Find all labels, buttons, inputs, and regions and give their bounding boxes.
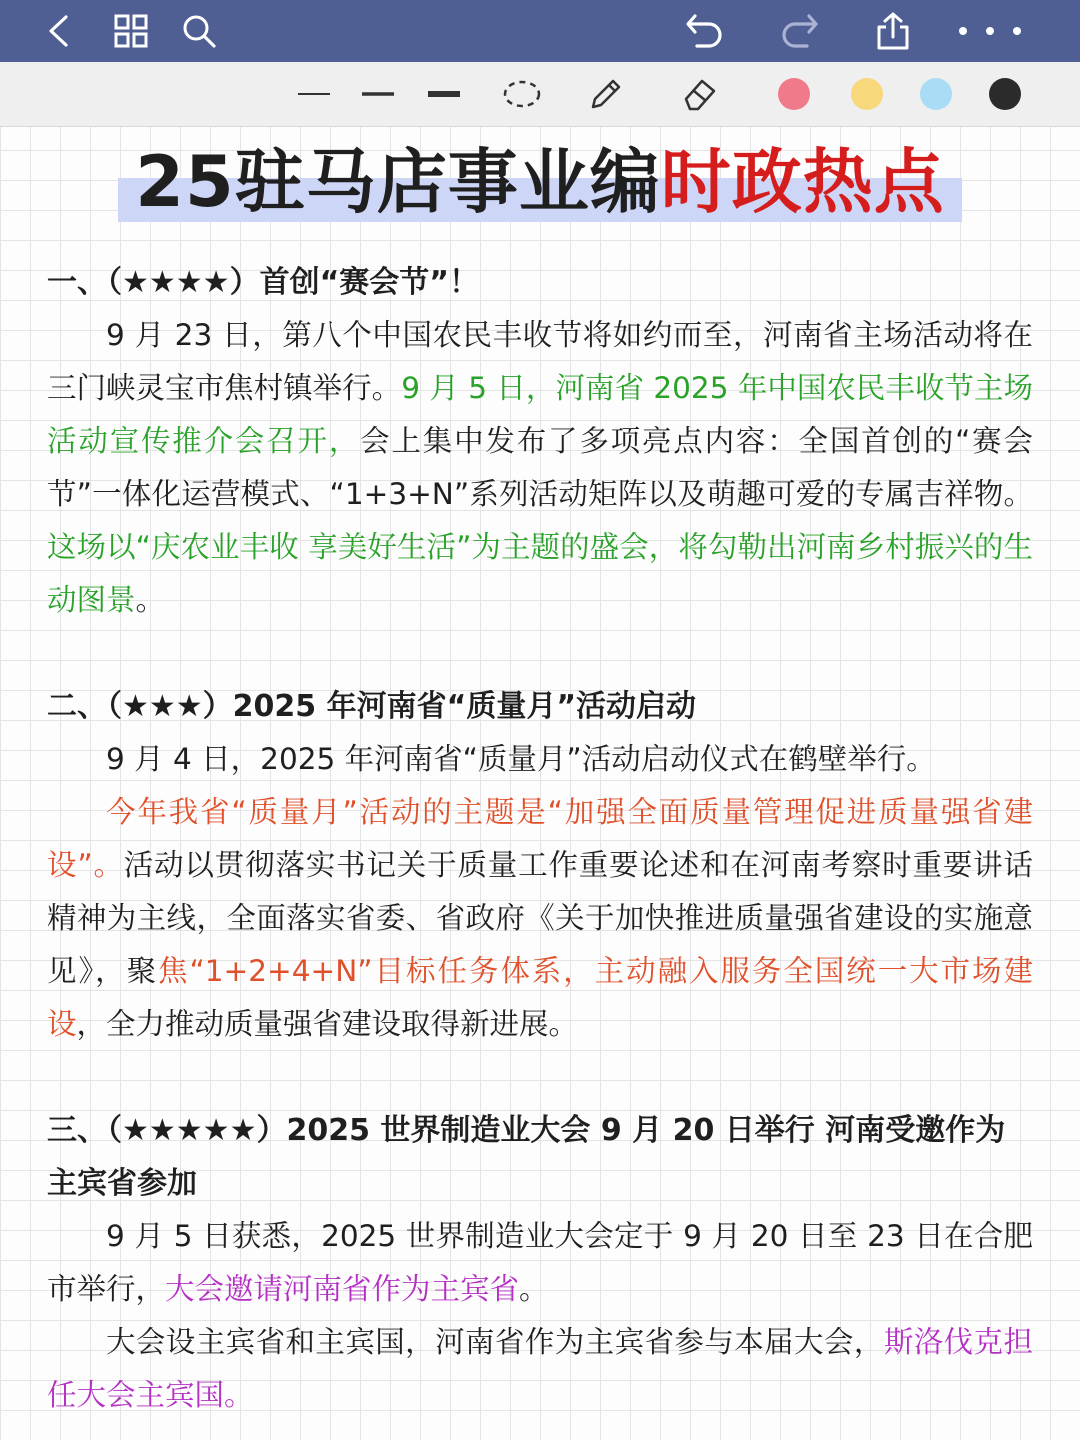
spacer <box>47 627 1033 680</box>
section-1-paragraph <box>47 309 1033 627</box>
text-span: 。 <box>135 583 166 617</box>
medium-line-icon <box>360 90 396 98</box>
yellow-dot-icon <box>851 78 883 110</box>
note-content <box>47 256 1033 1422</box>
section-2-paragraph-1: 9 月 4 日，2025 年河南省“质量月”活动启动仪式在鹤壁举行。 <box>106 742 936 776</box>
black-dot-icon <box>989 78 1021 110</box>
highlight-green: 9 月 5 日，河南省 2025 年中国农民丰收节主场活动宣传推介会召开， <box>47 371 1033 458</box>
thick-line-icon <box>426 89 462 99</box>
pencil-icon <box>587 75 625 113</box>
color-swatch-pink[interactable] <box>770 70 818 118</box>
thin-pen-button[interactable] <box>290 70 338 118</box>
more-button[interactable] <box>950 8 1030 54</box>
share-icon <box>874 11 912 51</box>
color-swatch-black[interactable] <box>981 70 1029 118</box>
grid-icon <box>113 13 149 49</box>
text-span: ，全力推动质量强省建设取得新进展。 <box>76 1007 579 1041</box>
spacer <box>47 1051 1033 1104</box>
text-span: 。 <box>519 1272 549 1306</box>
title-part-red: 时政热点 <box>660 141 945 223</box>
page-title <box>0 140 1080 224</box>
color-swatch-yellow[interactable] <box>843 70 891 118</box>
more-dots-icon <box>955 25 1025 37</box>
text-span: 9 月 23 日，第八个中国农民丰收节将如约而至，河南省主场活动将在三门峡灵宝市焦村镇举行。 <box>47 318 1033 405</box>
share-button[interactable] <box>870 8 916 54</box>
drawing-toolbar <box>0 62 1080 127</box>
medium-pen-button[interactable] <box>354 70 402 118</box>
undo-button[interactable] <box>682 8 728 54</box>
thick-pen-button[interactable] <box>420 70 468 118</box>
eraser-button[interactable] <box>676 70 724 118</box>
color-swatch-blue[interactable] <box>912 70 960 118</box>
lasso-icon <box>502 78 542 110</box>
text-span: 会上集中发布了多项亮点内容：全国首创的“赛会节”一体化运营模式、“1+3+N”系列活动矩阵以及萌趣可爱的专属吉祥物。 <box>47 424 1033 511</box>
redo-icon <box>779 12 819 50</box>
back-button[interactable] <box>36 8 82 54</box>
title-part-black: 25驻马店事业编 <box>135 141 661 223</box>
section-3-paragraph-1 <box>47 1210 1033 1316</box>
text-span: 活动以贯彻落实书记关于质量工作重要论述和在河南考察时重要讲话精神为主线，全面落实省委、省政府《关于加快推进质量强省建设的实施意见》，聚 <box>47 848 1033 988</box>
redo-button[interactable] <box>776 8 822 54</box>
highlight-orange: 焦“1+2+4+N”目标任务体系，主动融入服务全国统一大市场建设 <box>47 954 1033 1041</box>
blue-dot-icon <box>920 78 952 110</box>
highlight-purple: 大会邀请河南省作为主宾省 <box>165 1272 520 1306</box>
section-2-paragraph-2 <box>47 786 1033 1051</box>
highlight-orange: 今年我省“质量月”活动的主题是“加强全面质量管理促进质量强省建设”。 <box>47 795 1033 882</box>
search-button[interactable] <box>176 8 222 54</box>
grid-view-button[interactable] <box>108 8 154 54</box>
chevron-left-icon <box>44 14 74 48</box>
eraser-icon <box>680 75 720 113</box>
pink-dot-icon <box>778 78 810 110</box>
top-nav-bar <box>0 0 1080 62</box>
thin-line-icon <box>296 90 332 98</box>
highlight-green: 这场以“庆农业丰收 享美好生活”为主题的盛会，将勾勒出河南乡村振兴的生动图景 <box>47 530 1033 617</box>
text-span: 9 月 5 日获悉，2025 世界制造业大会定于 9 月 20 日至 23 日在合肥市举行， <box>47 1219 1033 1306</box>
text-span: 大会设主宾省和主宾国，河南省作为主宾省参与本届大会， <box>106 1325 884 1359</box>
highlight-purple: 斯洛伐克担任大会主宾国。 <box>47 1325 1033 1412</box>
lasso-button[interactable] <box>498 70 546 118</box>
section-3-heading: 三、（★★★★★）2025 世界制造业大会 9 月 20 日举行 河南受邀作为主宾省参加 <box>47 1113 1006 1201</box>
search-icon <box>181 13 217 49</box>
section-1-heading: 一、（★★★★）首创“赛会节”！ <box>47 265 480 300</box>
section-2-heading: 二、（★★★）2025 年河南省“质量月”活动启动 <box>47 689 697 724</box>
pencil-button[interactable] <box>582 70 630 118</box>
section-3-paragraph-2 <box>47 1316 1033 1422</box>
undo-icon <box>685 12 725 50</box>
